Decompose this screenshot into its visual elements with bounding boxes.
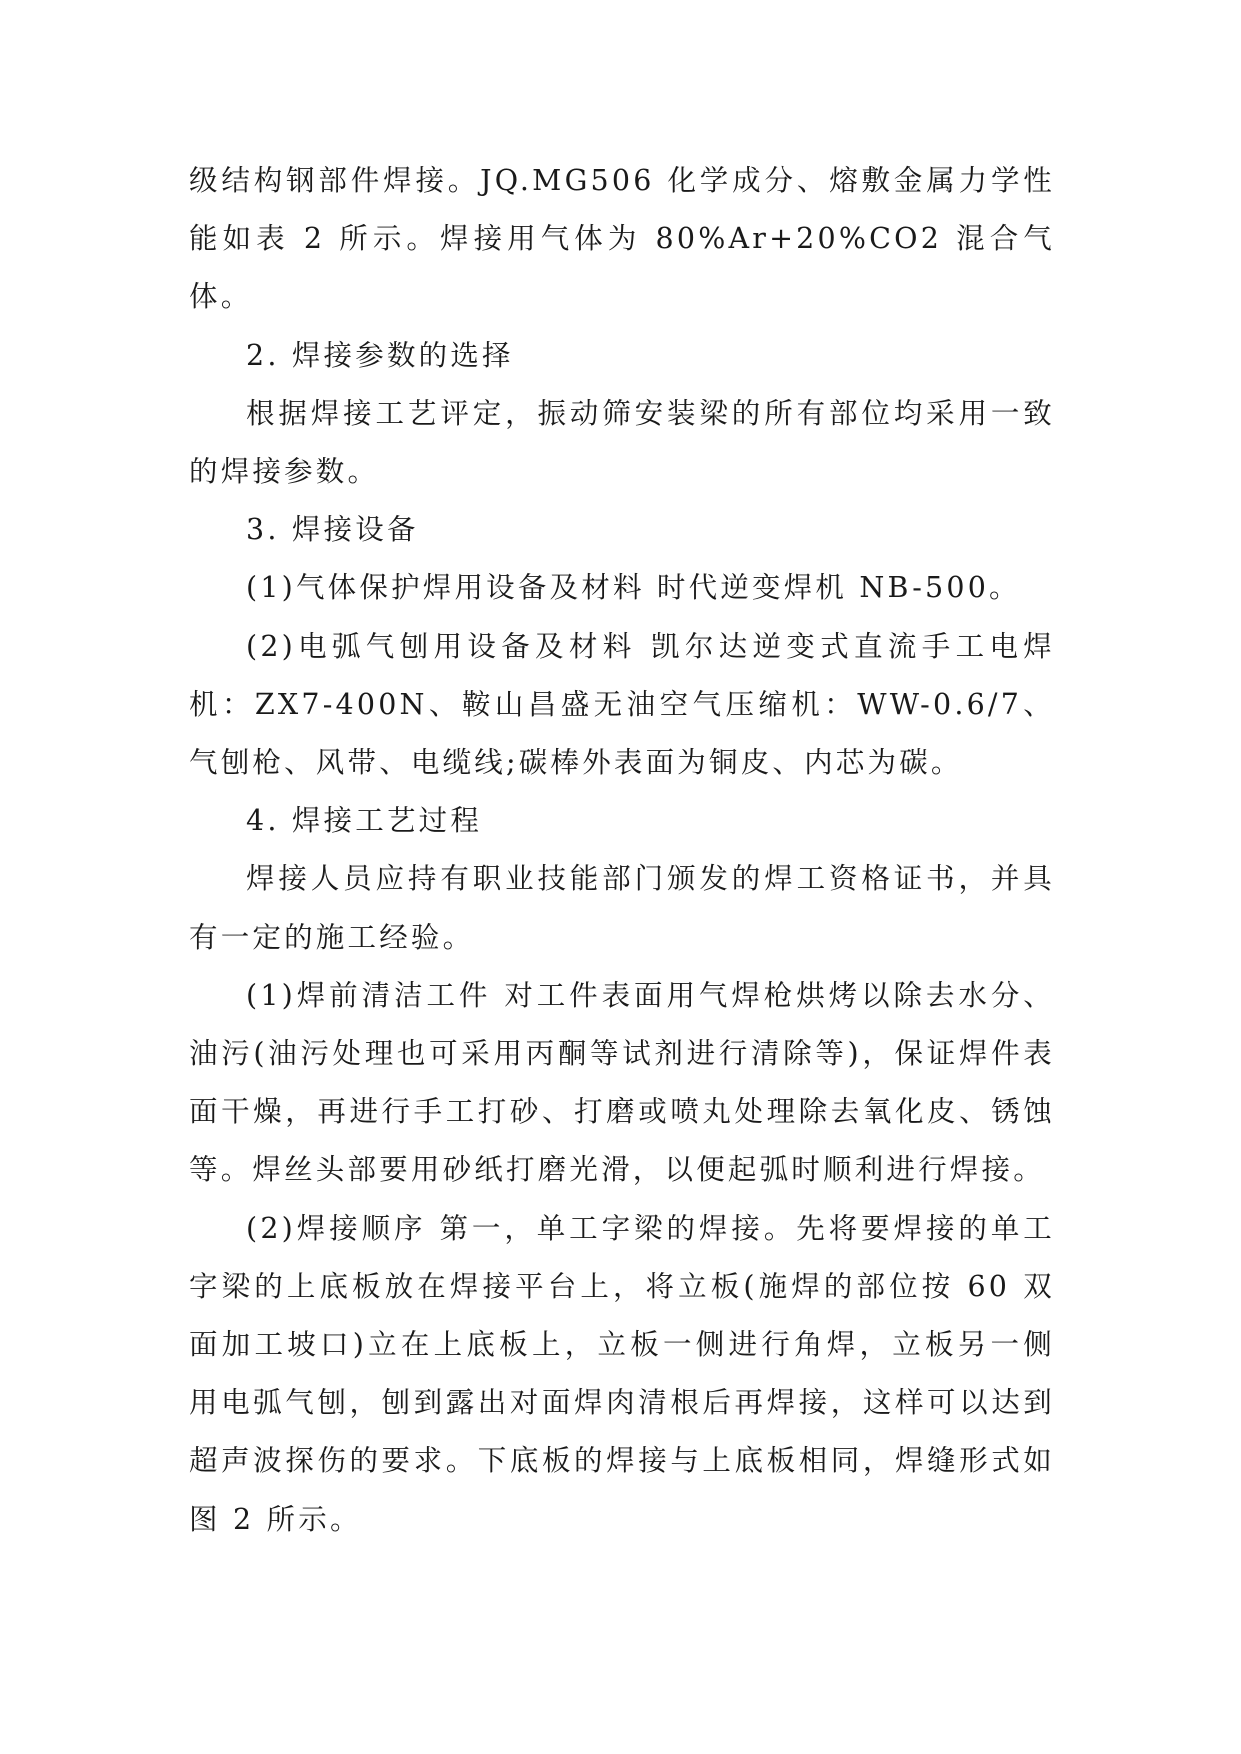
paragraph-welder-qualification: 焊接人员应持有职业技能部门颁发的焊工资格证书，并具有一定的施工经验。 bbox=[189, 862, 1055, 954]
paragraph-pre-weld-cleaning: (1)焊前清洁工件 对工件表面用气焊枪烘烤以除去水分、油污(油污处理也可采用丙酮等试剂进行清除等)，保证焊件表面干燥，再进行手工打砂、打磨或喷丸处理除去氧化皮、锈蚀等。焊丝头部要用砂纸打磨光滑，以便起弧时顺利进行焊接。 bbox=[189, 978, 1055, 1187]
section-heading-welding-equipment: 3. 焊接设备 bbox=[246, 513, 419, 547]
document-page bbox=[189, 152, 1055, 1549]
paragraph-gas-shielded-equipment: (1)气体保护焊用设备及材料 时代逆变焊机 NB-500。 bbox=[246, 571, 1021, 605]
paragraph-welding-sequence: (2)焊接顺序 第一，单工字梁的焊接。先将要焊接的单工字梁的上底板放在焊接平台上，将立板(施焊的部位按 60 双面加工坡口)立在上底板上，立板一侧进行角焊，立板另一侧用电弧气刨，刨到露出对面焊肉清根后再焊接，这样可以达到超声波探伤的要求。下底板的焊接与上底板相同，焊缝形式如图 2 所示。 bbox=[189, 1211, 1055, 1536]
paragraph-continuation: 级结构钢部件焊接。JQ.MG506 化学成分、熔敷金属力学性能如表 2 所示。焊接用气体为 80%Ar+20%CO2 混合气体。 bbox=[189, 164, 1055, 314]
section-heading-welding-process: 4. 焊接工艺过程 bbox=[246, 804, 483, 838]
section-heading-welding-parameters: 2. 焊接参数的选择 bbox=[246, 338, 514, 372]
paragraph-welding-parameters: 根据焊接工艺评定，振动筛安装梁的所有部位均采用一致的焊接参数。 bbox=[189, 396, 1055, 489]
paragraph-arc-gouging-equipment: (2)电弧气刨用设备及材料 凯尔达逆变式直流手工电焊机：ZX7-400N、鞍山昌盛无油空气压缩机：WW-0.6/7、气刨枪、风带、电缆线;碳棒外表面为铜皮、内芯为碳。 bbox=[189, 629, 1055, 780]
